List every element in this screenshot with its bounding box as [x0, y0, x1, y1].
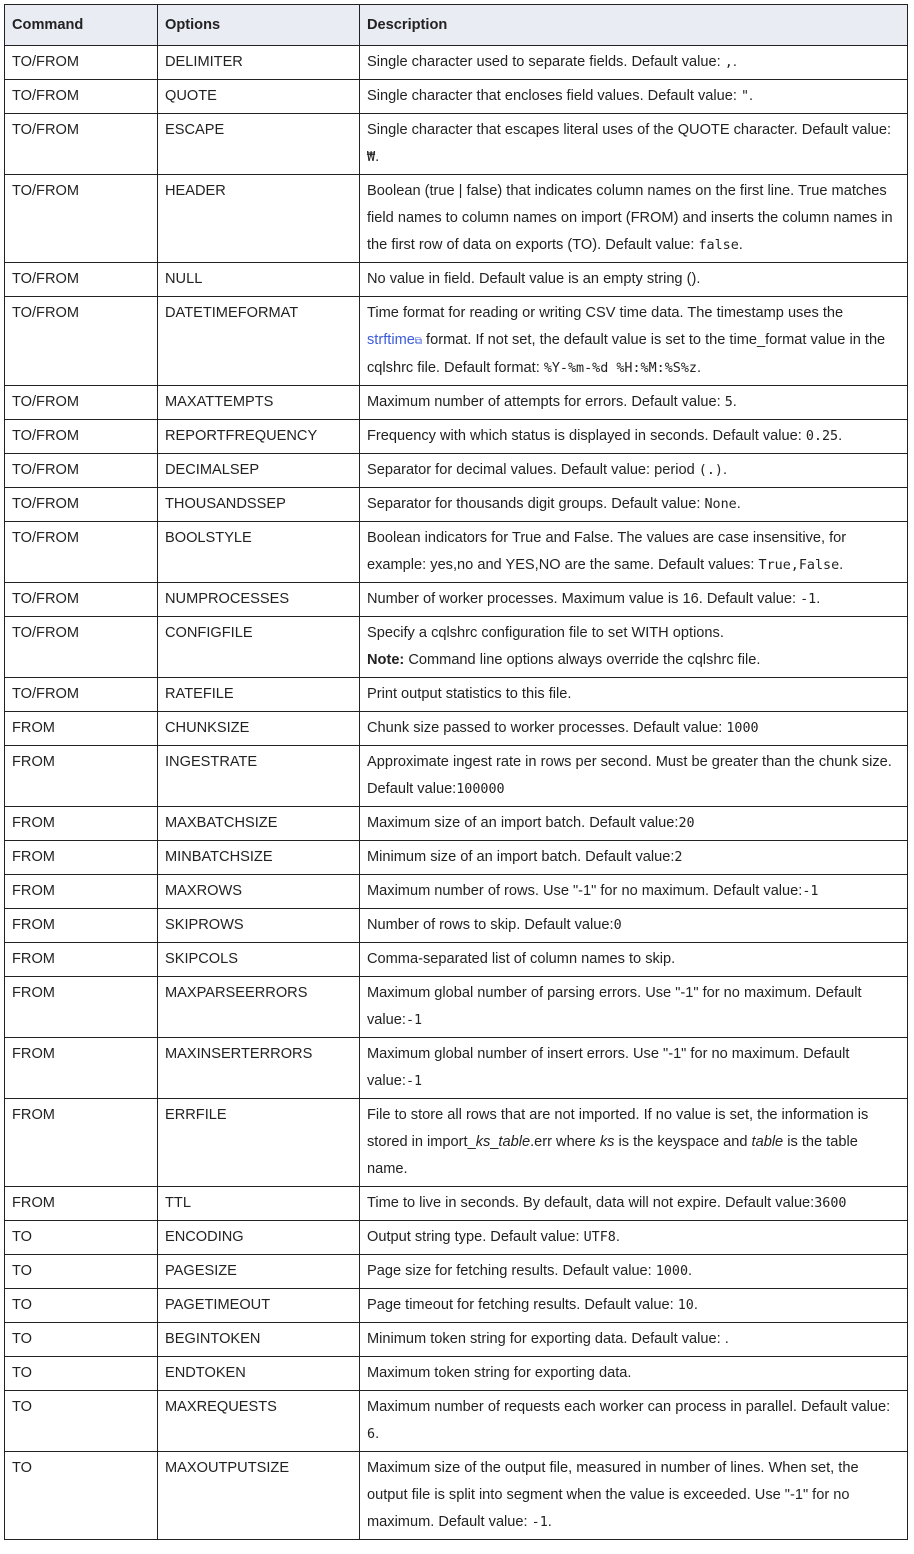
- option-cell: TTL: [158, 1187, 360, 1221]
- default-value-code: 5: [724, 395, 733, 410]
- description-text: Minimum token string for exporting data. Default value: .: [367, 1331, 729, 1347]
- description-text: Maximum token string for exporting data.: [367, 1365, 632, 1381]
- table-row: [5, 841, 908, 875]
- default-value-code: -1: [405, 1013, 423, 1028]
- description-text-mid: format. If not set, the default value is set to the time_format value in the cqlshrc file. Default format:: [367, 332, 886, 376]
- header-options: Options: [158, 5, 360, 46]
- table-row: [5, 875, 908, 909]
- description-suffix: .: [693, 1297, 698, 1313]
- table-row: [5, 712, 908, 746]
- default-value-code: (.): [698, 463, 723, 478]
- description-cell: [360, 841, 908, 875]
- option-cell: ENDTOKEN: [158, 1357, 360, 1391]
- default-value-code: 0.25: [805, 429, 839, 444]
- description-cell: [360, 1289, 908, 1323]
- option-cell: MAXBATCHSIZE: [158, 807, 360, 841]
- option-cell: NUMPROCESSES: [158, 583, 360, 617]
- description-cell: [360, 297, 908, 386]
- description-cell: [360, 1221, 908, 1255]
- option-cell: ESCAPE: [158, 114, 360, 175]
- description-cell: [360, 1255, 908, 1289]
- description-text: Time to live in seconds. By default, data will not expire. Default value:: [367, 1195, 815, 1211]
- command-cell: TO: [5, 1289, 158, 1323]
- option-cell: SKIPROWS: [158, 909, 360, 943]
- description-cell: [360, 1323, 908, 1357]
- description-text: Comma-separated list of column names to skip.: [367, 951, 676, 967]
- description-text: _: [490, 1134, 499, 1150]
- default-value-code: ,: [724, 55, 733, 70]
- description-text: Specify a cqlshrc configuration file to set WITH options.: [367, 625, 724, 641]
- description-italic: ks: [599, 1134, 615, 1150]
- option-cell: DATETIMEFORMAT: [158, 297, 360, 386]
- table-row: [5, 263, 908, 297]
- description-cell: [360, 80, 908, 114]
- default-value-code: 100000: [456, 782, 505, 797]
- option-cell: SKIPCOLS: [158, 943, 360, 977]
- command-cell: TO/FROM: [5, 386, 158, 420]
- table-row: [5, 1391, 908, 1452]
- default-value-code: -1: [800, 592, 817, 607]
- table-row: [5, 1187, 908, 1221]
- default-value-code: 20: [678, 816, 695, 831]
- command-cell: TO: [5, 1452, 158, 1540]
- option-cell: MAXINSERTERRORS: [158, 1038, 360, 1099]
- description-cell: [360, 875, 908, 909]
- command-cell: TO/FROM: [5, 454, 158, 488]
- table-row: [5, 522, 908, 583]
- default-value-code: 2: [674, 850, 683, 865]
- description-cell: [360, 454, 908, 488]
- header-description: Description: [360, 5, 908, 46]
- table-row: [5, 1038, 908, 1099]
- description-text: Page size for fetching results. Default value:: [367, 1263, 656, 1279]
- description-text: Number of rows to skip. Default value:: [367, 917, 614, 933]
- description-text: Approximate ingest rate in rows per second. Must be greater than the chunk size. Default value:: [367, 754, 892, 797]
- description-text: Frequency with which status is displayed in seconds. Default value:: [367, 428, 806, 444]
- option-cell: BEGINTOKEN: [158, 1323, 360, 1357]
- description-suffix: .: [816, 591, 821, 607]
- description-text: Number of worker processes. Maximum value is 16. Default value:: [367, 591, 801, 607]
- description-text: Output string type. Default value:: [367, 1229, 584, 1245]
- description-text: Single character that encloses field values. Default value:: [367, 88, 741, 104]
- option-cell: CHUNKSIZE: [158, 712, 360, 746]
- option-cell: DECIMALSEP: [158, 454, 360, 488]
- description-cell: [360, 909, 908, 943]
- description-cell: [360, 1391, 908, 1452]
- description-italic: ks: [475, 1134, 491, 1150]
- option-cell: MAXOUTPUTSIZE: [158, 1452, 360, 1540]
- command-cell: FROM: [5, 712, 158, 746]
- description-text: Time format for reading or writing CSV time data. The timestamp uses the: [367, 305, 844, 321]
- table-row: [5, 1452, 908, 1540]
- description-text: Maximum size of an import batch. Default value:: [367, 815, 679, 831]
- description-suffix: .: [738, 237, 743, 253]
- command-cell: TO/FROM: [5, 678, 158, 712]
- command-cell: FROM: [5, 977, 158, 1038]
- table-row: [5, 46, 908, 80]
- description-text: Minimum size of an import batch. Default value:: [367, 849, 675, 865]
- description-suffix: .: [547, 1514, 552, 1530]
- description-cell: [360, 1038, 908, 1099]
- option-cell: RATEFILE: [158, 678, 360, 712]
- header-command: Command: [5, 5, 158, 46]
- command-cell: TO/FROM: [5, 420, 158, 454]
- table-row: [5, 1357, 908, 1391]
- description-cell: [360, 46, 908, 80]
- default-value-code: false: [698, 238, 739, 253]
- description-cell: [360, 386, 908, 420]
- command-cell: TO/FROM: [5, 522, 158, 583]
- description-cell: [360, 807, 908, 841]
- table-body: [5, 46, 908, 1540]
- description-cell: [360, 746, 908, 807]
- command-cell: TO/FROM: [5, 175, 158, 263]
- default-format-code: %Y-%m-%d %H:%M:%S%z: [543, 361, 697, 376]
- strftime-link[interactable]: strftime: [367, 332, 415, 348]
- note-label: Note:: [367, 652, 405, 668]
- description-text: is the table name.: [367, 1134, 858, 1177]
- description-suffix: .: [732, 54, 737, 70]
- command-cell: TO: [5, 1357, 158, 1391]
- command-cell: TO/FROM: [5, 583, 158, 617]
- table-row: [5, 909, 908, 943]
- command-cell: TO/FROM: [5, 46, 158, 80]
- command-cell: FROM: [5, 807, 158, 841]
- default-value-code: -1: [802, 884, 819, 899]
- option-cell: DELIMITER: [158, 46, 360, 80]
- table-row: [5, 977, 908, 1038]
- table-row: [5, 1323, 908, 1357]
- command-cell: TO: [5, 1255, 158, 1289]
- default-value-code: 1000: [655, 1264, 689, 1279]
- description-cell: [360, 114, 908, 175]
- table-row: [5, 1255, 908, 1289]
- command-cell: TO/FROM: [5, 617, 158, 678]
- description-cell: [360, 488, 908, 522]
- description-suffix: .: [839, 557, 844, 573]
- table-row: [5, 114, 908, 175]
- description-suffix: .: [732, 394, 737, 410]
- table-header-row: [5, 5, 908, 46]
- default-value-code: -1: [405, 1074, 423, 1089]
- command-cell: TO: [5, 1221, 158, 1255]
- description-text: No value in field. Default value is an empty string ().: [367, 271, 701, 287]
- option-cell: ENCODING: [158, 1221, 360, 1255]
- description-text: Maximum number of attempts for errors. Default value:: [367, 394, 725, 410]
- default-value-code: 10: [677, 1298, 694, 1313]
- description-text: Maximum global number of insert errors. Use "-1" for no maximum. Default value:: [367, 1046, 850, 1089]
- description-suffix: .: [615, 1229, 620, 1245]
- description-cell: [360, 977, 908, 1038]
- description-cell: [360, 420, 908, 454]
- default-value-code: ₩: [367, 150, 376, 165]
- table-row: [5, 678, 908, 712]
- description-suffix: .: [838, 428, 843, 444]
- description-cell: [360, 943, 908, 977]
- default-value-code: UTF8: [583, 1230, 616, 1245]
- description-italic: table: [751, 1134, 784, 1150]
- description-cell: [360, 712, 908, 746]
- table-row: [5, 175, 908, 263]
- description-cell: [360, 1187, 908, 1221]
- external-link-icon: ⧉: [414, 336, 422, 347]
- table-row: [5, 746, 908, 807]
- table-row: [5, 454, 908, 488]
- description-suffix: .: [375, 149, 380, 165]
- description-text: Separator for thousands digit groups. Default value:: [367, 496, 705, 512]
- description-suffix: .: [736, 496, 741, 512]
- description-text: .err where: [530, 1134, 600, 1150]
- option-cell: REPORTFREQUENCY: [158, 420, 360, 454]
- command-cell: FROM: [5, 943, 158, 977]
- description-text: Single character used to separate fields. Default value:: [367, 54, 725, 70]
- description-cell: [360, 1099, 908, 1187]
- command-cell: TO/FROM: [5, 80, 158, 114]
- option-cell: MAXREQUESTS: [158, 1391, 360, 1452]
- default-value-code: 3600: [814, 1196, 847, 1211]
- command-cell: FROM: [5, 746, 158, 807]
- option-cell: MAXROWS: [158, 875, 360, 909]
- description-text: Page timeout for fetching results. Default value:: [367, 1297, 678, 1313]
- command-cell: TO/FROM: [5, 297, 158, 386]
- option-cell: QUOTE: [158, 80, 360, 114]
- default-value-code: -1: [531, 1515, 548, 1530]
- command-cell: TO: [5, 1323, 158, 1357]
- option-cell: BOOLSTYLE: [158, 522, 360, 583]
- description-suffix: .: [697, 360, 702, 376]
- default-value-code: True,False: [758, 558, 840, 573]
- description-cell: [360, 1357, 908, 1391]
- description-suffix: .: [375, 1426, 380, 1442]
- table-row: [5, 1099, 908, 1187]
- option-cell: MAXATTEMPTS: [158, 386, 360, 420]
- table-row: [5, 488, 908, 522]
- description-text: File to store all rows that are not imported. If no value is set, the information is stored in import_: [367, 1107, 869, 1150]
- table-row: [5, 386, 908, 420]
- description-cell: [360, 175, 908, 263]
- description-cell: [360, 678, 908, 712]
- description-suffix: .: [749, 88, 754, 104]
- default-value-code: 0: [613, 918, 622, 933]
- command-cell: TO: [5, 1391, 158, 1452]
- table-row: [5, 80, 908, 114]
- table-row: [5, 1221, 908, 1255]
- description-text: Maximum size of the output file, measured in number of lines. When set, the output file is split into segment when the value is exceeded. Use "-1" for no maximum. Default value:: [367, 1460, 859, 1530]
- description-text: Maximum number of rows. Use "-1" for no maximum. Default value:: [367, 883, 803, 899]
- description-text: Separator for decimal values. Default value: period: [367, 462, 699, 478]
- default-value-code: ": [740, 89, 750, 104]
- table-row: [5, 1289, 908, 1323]
- command-cell: FROM: [5, 909, 158, 943]
- option-cell: CONFIGFILE: [158, 617, 360, 678]
- table-row: [5, 617, 908, 678]
- description-suffix: .: [722, 462, 728, 478]
- description-text: Single character that escapes literal uses of the QUOTE character. Default value:: [367, 122, 892, 138]
- command-cell: FROM: [5, 841, 158, 875]
- option-cell: PAGESIZE: [158, 1255, 360, 1289]
- option-cell: THOUSANDSSEP: [158, 488, 360, 522]
- command-cell: FROM: [5, 875, 158, 909]
- options-table-container: [4, 4, 907, 1540]
- description-cell: [360, 522, 908, 583]
- description-cell: [360, 583, 908, 617]
- command-cell: TO/FROM: [5, 263, 158, 297]
- table-row: [5, 583, 908, 617]
- option-cell: MAXPARSEERRORS: [158, 977, 360, 1038]
- description-italic: table: [498, 1134, 531, 1150]
- description-text: Maximum global number of parsing errors. Use "-1" for no maximum. Default value:: [367, 985, 862, 1028]
- description-text: Print output statistics to this file.: [367, 686, 572, 702]
- default-value-code: 6: [367, 1427, 376, 1442]
- description-cell: [360, 263, 908, 297]
- description-cell: [360, 1452, 908, 1540]
- option-cell: HEADER: [158, 175, 360, 263]
- command-cell: FROM: [5, 1038, 158, 1099]
- option-cell: MINBATCHSIZE: [158, 841, 360, 875]
- table-row: [5, 943, 908, 977]
- table-row: [5, 420, 908, 454]
- command-cell: FROM: [5, 1099, 158, 1187]
- description-cell: [360, 617, 908, 678]
- description-text: Maximum number of requests each worker can process in parallel. Default value:: [367, 1399, 891, 1415]
- command-cell: FROM: [5, 1187, 158, 1221]
- option-cell: ERRFILE: [158, 1099, 360, 1187]
- description-text: Chunk size passed to worker processes. Default value:: [367, 720, 727, 736]
- option-cell: INGESTRATE: [158, 746, 360, 807]
- description-text: is the keyspace and: [614, 1134, 752, 1150]
- description-text: Boolean (true | false) that indicates column names on the first line. True matches field names to column names on import (FROM) and inserts the column names in the first row of data on exports (TO). Default value:: [367, 183, 893, 253]
- option-cell: PAGETIMEOUT: [158, 1289, 360, 1323]
- default-value-code: None: [704, 497, 737, 512]
- cql-copy-options-table: [4, 4, 908, 1540]
- description-text: Boolean indicators for True and False. The values are case insensitive, for example: yes,no and YES,NO are the same. Default values:: [367, 530, 847, 573]
- option-cell: NULL: [158, 263, 360, 297]
- table-row: [5, 297, 908, 386]
- default-value-code: 1000: [726, 721, 759, 736]
- description-suffix: .: [688, 1263, 693, 1279]
- command-cell: TO/FROM: [5, 114, 158, 175]
- table-row: [5, 807, 908, 841]
- command-cell: TO/FROM: [5, 488, 158, 522]
- note-text: Command line options always override the cqlshrc file.: [404, 652, 761, 668]
